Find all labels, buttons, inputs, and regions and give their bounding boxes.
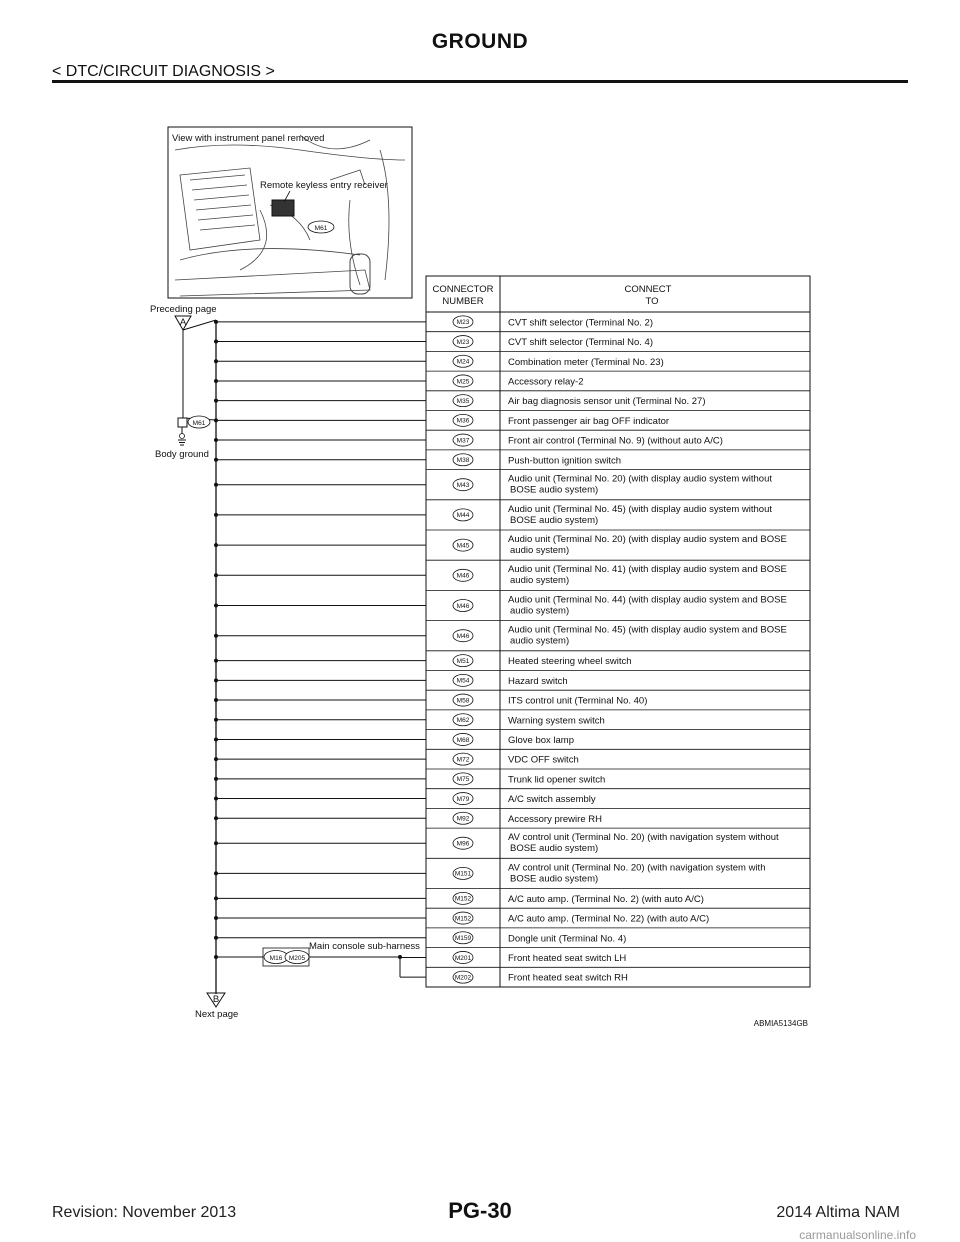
- connect-to-text: BOSE audio system): [510, 514, 599, 526]
- connector-number: M51: [456, 657, 470, 665]
- splice-dot: [214, 320, 218, 324]
- photo-caption: View with instrument panel removed: [172, 133, 325, 144]
- connect-to-text: VDC OFF switch: [508, 754, 579, 766]
- splice-dot: [214, 399, 218, 403]
- connector-number: M159: [454, 935, 472, 943]
- ground-terminal: [178, 418, 187, 427]
- connector-number: M68: [456, 736, 470, 744]
- splice-dot: [214, 797, 218, 801]
- page-title: GROUND: [431, 30, 529, 53]
- ground-lead: [150, 304, 238, 1020]
- splice-dot: [214, 871, 218, 875]
- connector-number: M75: [456, 776, 470, 784]
- connect-to-text: Audio unit (Terminal No. 45) (with display audio system and BOSE: [508, 624, 787, 636]
- preceding-page-label: Preceding page: [150, 304, 217, 315]
- connect-to-text: audio system): [510, 545, 570, 556]
- connect-to-text: Air bag diagnosis sensor unit (Terminal No. 27): [508, 396, 706, 408]
- col-header-connector-1: CONNECTOR: [432, 284, 494, 295]
- connect-to-text: Audio unit (Terminal No. 41) (with display audio system and BOSE: [508, 564, 787, 576]
- connector-number: M35: [456, 397, 470, 405]
- connect-to-text: AV control unit (Terminal No. 20) (with navigation system with: [508, 862, 766, 874]
- splice-dot: [214, 737, 218, 741]
- connector-number: M54: [456, 677, 470, 685]
- connect-to-text: audio system): [510, 575, 570, 587]
- connect-to-text: BOSE audio system): [510, 873, 599, 885]
- splice-dot: [214, 698, 218, 702]
- col-header-connector-2: NUMBER: [442, 296, 484, 307]
- connect-to-text: AV control unit (Terminal No. 20) (with navigation system without: [508, 832, 779, 844]
- connector-number: M201: [454, 954, 472, 962]
- splice-dot: [214, 379, 218, 383]
- connect-to-text: Audio unit (Terminal No. 44) (with display audio system and BOSE: [508, 594, 787, 606]
- splice-dot: [214, 896, 218, 900]
- connect-to-text: Audio unit (Terminal No. 20) (with display audio system without: [508, 473, 773, 485]
- figure-id: ABMIA5134GB: [753, 1019, 808, 1028]
- connector-number: M36: [456, 417, 470, 425]
- connect-to-text: Push-button ignition switch: [508, 455, 622, 467]
- connector-number: M25: [456, 378, 470, 386]
- connector-number: M44: [456, 512, 470, 520]
- marker-a-label: A: [179, 317, 187, 328]
- connector-number: M152: [454, 915, 472, 923]
- splice-dot: [214, 438, 218, 442]
- splice-dot: [214, 659, 218, 663]
- photo-connector-label: M61: [314, 225, 328, 232]
- connector-number: M72: [456, 756, 470, 764]
- connect-to-text: A/C auto amp. (Terminal No. 22) (with auto A/C): [508, 913, 710, 925]
- connector-number: M46: [456, 572, 470, 580]
- connector-number: M24: [456, 358, 470, 366]
- body-ground-label: Body ground: [155, 449, 209, 460]
- connector-number: M37: [456, 437, 470, 445]
- connector-number: M58: [456, 697, 470, 705]
- connector-number: M96: [456, 840, 470, 848]
- connect-to-text: Glove box lamp: [508, 734, 575, 746]
- connect-to-text: Accessory relay-2: [508, 376, 584, 388]
- splice-dot: [214, 543, 218, 547]
- connect-to-text: Dongle unit (Terminal No. 4): [508, 933, 627, 945]
- harness-connector-m205-label: M205: [288, 955, 306, 962]
- model-text: 2014 Altima NAM: [776, 1204, 900, 1221]
- splice-dot: [214, 841, 218, 845]
- connect-to-text: Audio unit (Terminal No. 45) (with display audio system without: [508, 503, 773, 515]
- splice-dot: [214, 777, 218, 781]
- connector-number: M202: [454, 974, 472, 982]
- splice-dot: [214, 816, 218, 820]
- connect-to-text: A/C switch assembly: [508, 794, 596, 806]
- connector-number: M151: [454, 870, 472, 878]
- connect-to-text: Front heated seat switch LH: [508, 952, 627, 964]
- connector-number: M23: [456, 319, 470, 327]
- watermark: carmanualsonline.info: [799, 1228, 916, 1242]
- sub-harness-branch: [214, 941, 420, 977]
- col-header-connect-to-2: TO: [645, 296, 659, 307]
- splice-dot: [214, 936, 218, 940]
- connect-to-text: ITS control unit (Terminal No. 40): [508, 695, 648, 707]
- connect-to-text: Audio unit (Terminal No. 20) (with display audio system and BOSE: [508, 534, 787, 545]
- instrument-panel-illustration: [168, 127, 412, 298]
- connect-to-text: Heated steering wheel switch: [508, 656, 632, 668]
- splice-dot: [214, 458, 218, 462]
- ground-connector-label: M61: [192, 420, 206, 427]
- connect-to-text: Trunk lid opener switch: [508, 774, 606, 786]
- splice-dot: [214, 718, 218, 722]
- splice-dot: [214, 483, 218, 487]
- marker-b-label: B: [212, 994, 220, 1005]
- splice-dot: [214, 604, 218, 608]
- connector-number: M152: [454, 895, 472, 903]
- connect-to-text: CVT shift selector (Terminal No. 2): [508, 317, 654, 329]
- section-breadcrumb: < DTC/CIRCUIT DIAGNOSIS >: [52, 63, 275, 80]
- splice-dot: [214, 573, 218, 577]
- connect-to-text: Hazard switch: [508, 675, 568, 687]
- connect-to-text: Front heated seat switch RH: [508, 972, 628, 984]
- splice-dot: [214, 359, 218, 363]
- connector-number: M43: [456, 482, 470, 489]
- photo-callout: Remote keyless entry receiver: [260, 180, 388, 191]
- connector-table: [426, 276, 810, 987]
- connect-to-text: Warning system switch: [508, 715, 605, 727]
- connector-number: M38: [456, 457, 470, 465]
- harness-connector-m16-label: M16: [269, 955, 283, 962]
- connect-to-text: audio system): [510, 605, 570, 617]
- connect-to-text: CVT shift selector (Terminal No. 4): [508, 337, 654, 349]
- connector-number: M46: [456, 602, 470, 610]
- connector-number: M46: [456, 633, 470, 640]
- connector-number: M92: [456, 815, 470, 823]
- page-number: PG-30: [448, 1198, 512, 1223]
- splice-dot: [214, 678, 218, 682]
- col-header-connect-to-1: CONNECT: [624, 284, 672, 295]
- connect-to-text: Front air control (Terminal No. 9) (without auto A/C): [508, 435, 723, 447]
- splice-dot: [214, 513, 218, 517]
- connector-number: M23: [456, 338, 470, 346]
- connect-to-text: audio system): [510, 635, 570, 647]
- harness-label: Main console sub-harness: [309, 941, 420, 952]
- splice-dot: [214, 916, 218, 920]
- splice-dot: [214, 340, 218, 344]
- ground-wires: [214, 320, 426, 977]
- revision-text: Revision: November 2013: [52, 1204, 237, 1221]
- connector-number: M62: [456, 717, 470, 725]
- connect-to-text: Accessory prewire RH: [508, 813, 602, 825]
- connect-to-text: Front passenger air bag OFF indicator: [508, 415, 670, 427]
- connector-number: M79: [456, 795, 470, 803]
- next-page-label: Next page: [195, 1009, 239, 1020]
- splice-dot: [214, 757, 218, 761]
- connect-to-text: Combination meter (Terminal No. 23): [508, 356, 664, 368]
- connect-to-text: A/C auto amp. (Terminal No. 2) (with auto A/C): [508, 893, 704, 905]
- connect-to-text: BOSE audio system): [510, 484, 599, 496]
- connector-number: M45: [456, 542, 470, 550]
- splice-dot: [214, 634, 218, 638]
- splice-dot: [214, 418, 218, 422]
- connect-to-text: BOSE audio system): [510, 843, 599, 855]
